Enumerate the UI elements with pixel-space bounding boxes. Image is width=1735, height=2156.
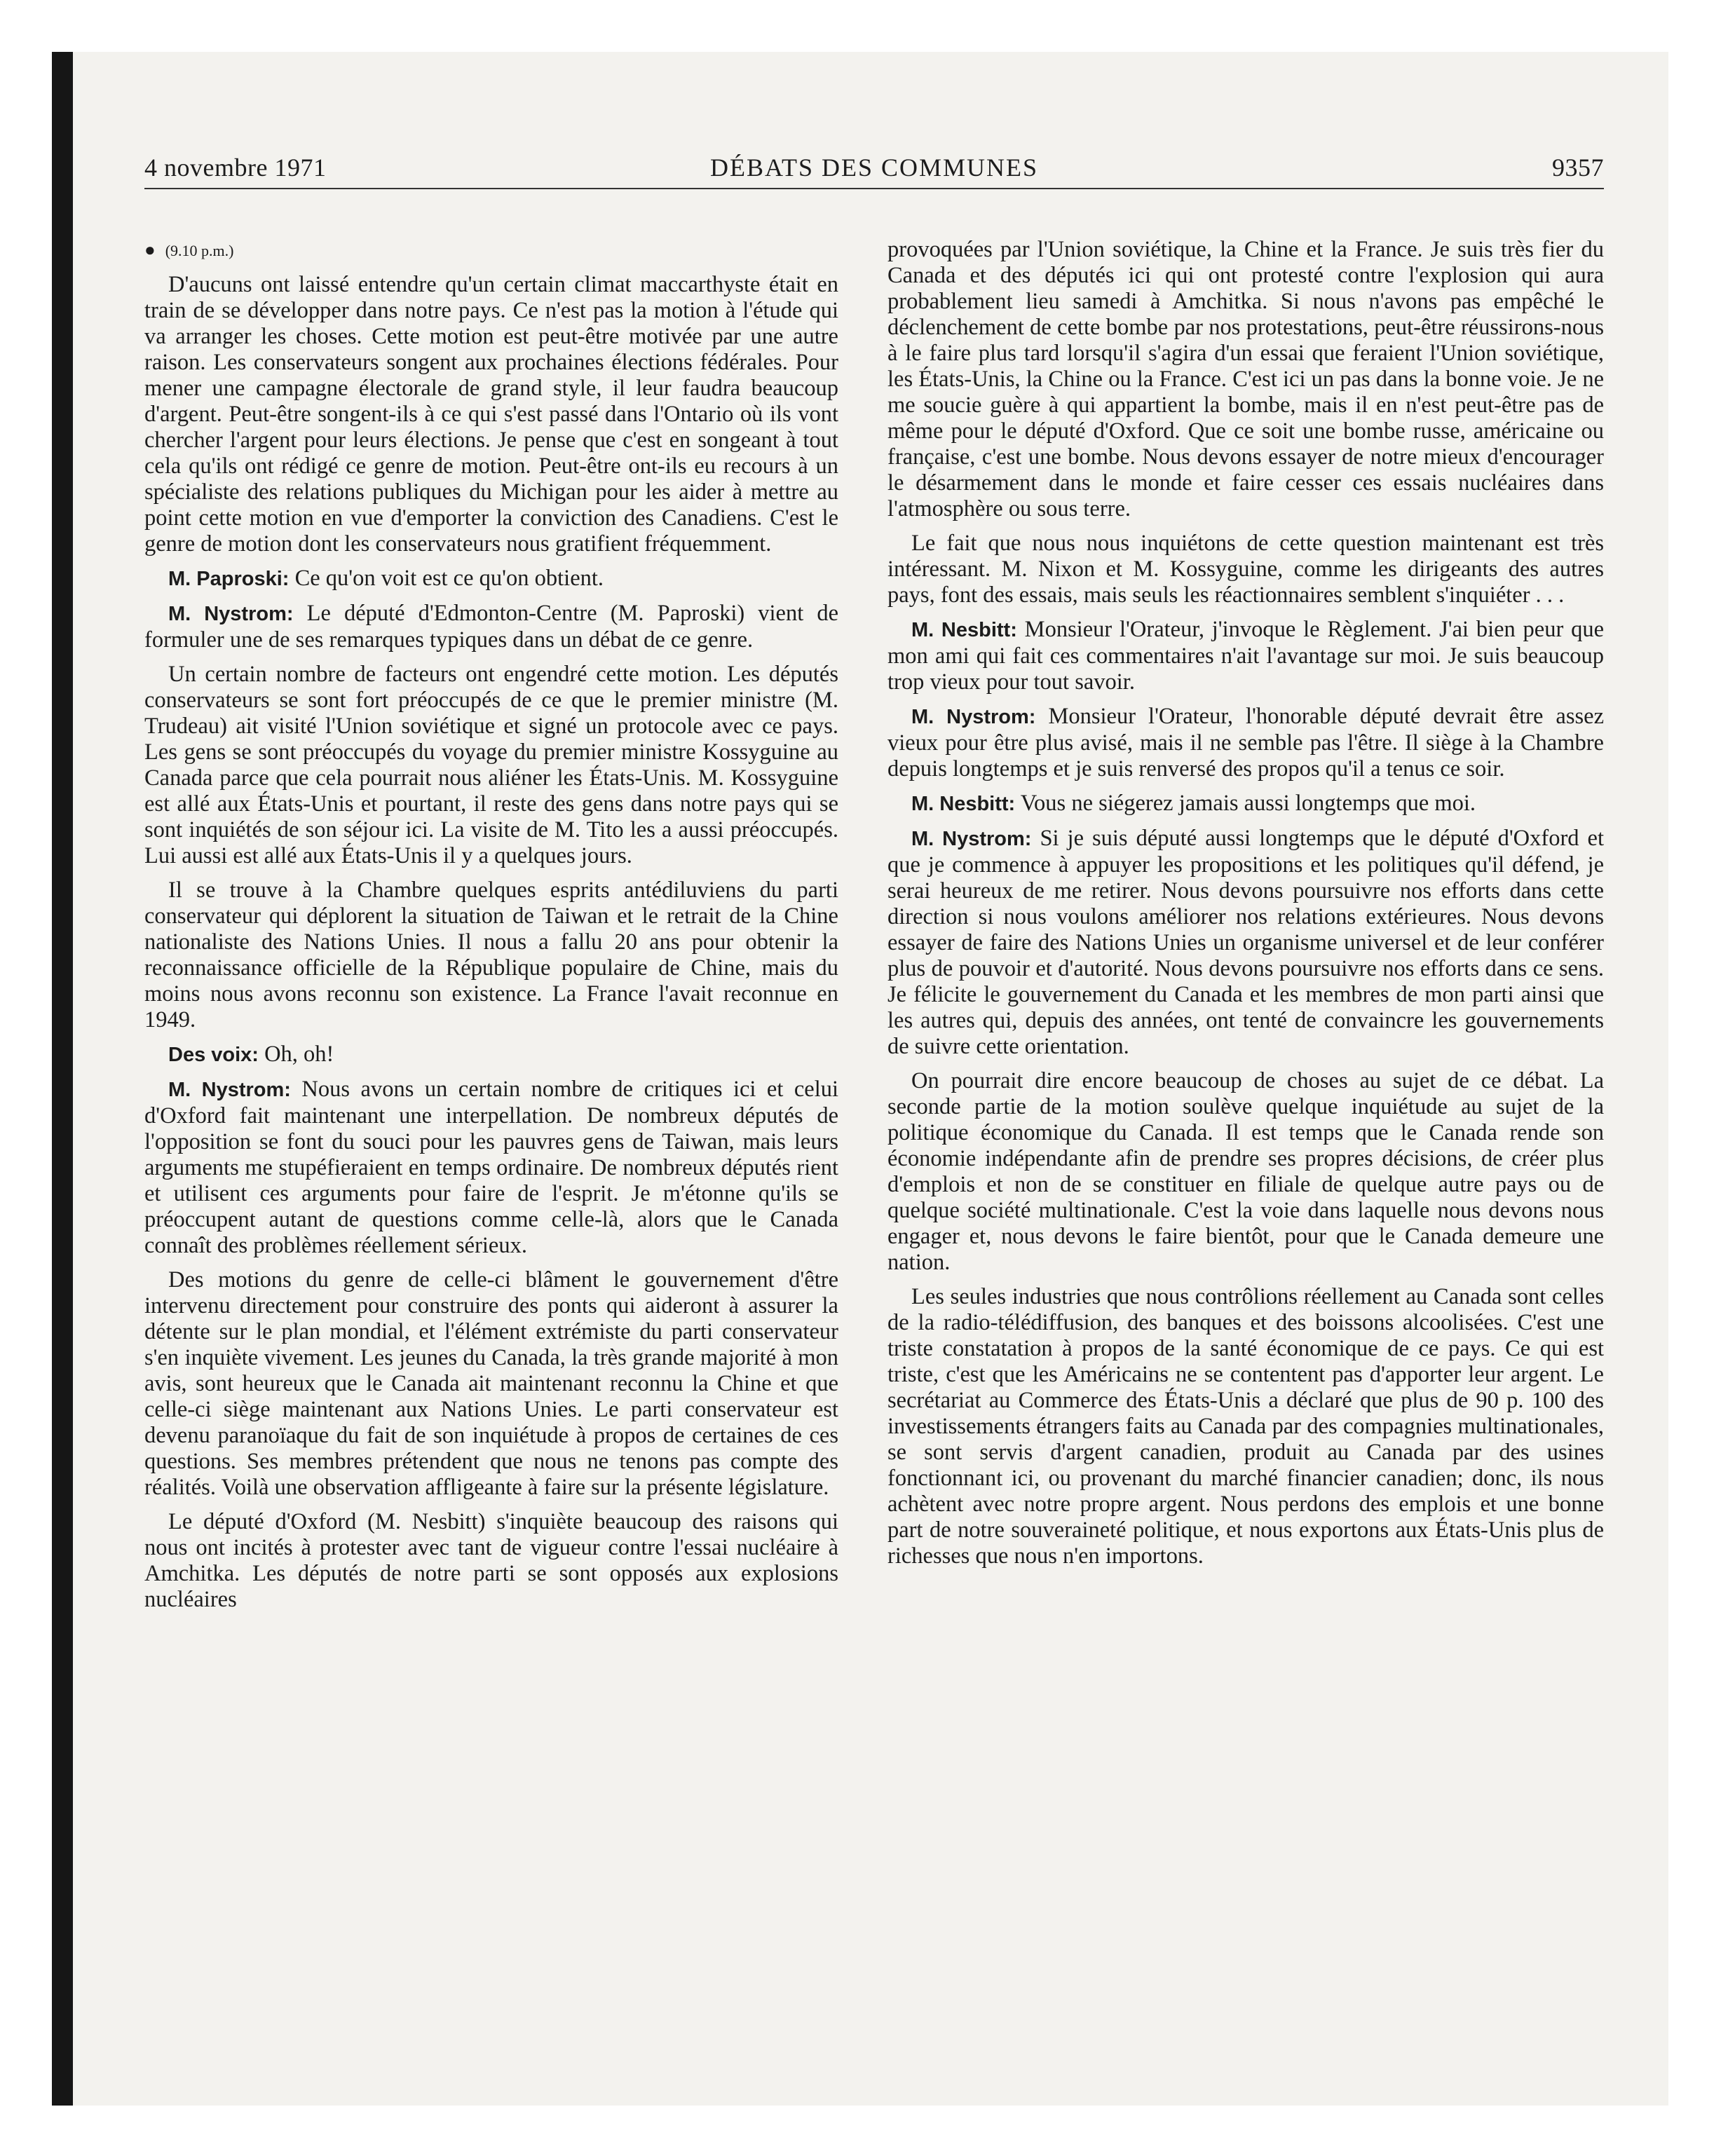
bullet-icon: ● bbox=[144, 240, 156, 260]
speaker-name: M. Nesbitt: bbox=[911, 793, 1016, 815]
paragraph-text: Monsieur l'Orateur, j'invoque le Règlement. J'ai bien peur que mon ami qui fait ces commentaires n'ait l'avantage sur moi. Je suis beaucoup trop vieux pour tout savoir. bbox=[887, 617, 1604, 695]
paragraph-text: Un certain nombre de facteurs ont engendré cette motion. Les députés conservateurs se sont fort préoccupés de ce que le premier ministre (M. Trudeau) ait visité l'Union soviétique et signé un protocole avec ce pays. Les gens se sont préoccupés du voyage du premier ministre Kossyguine au Canada parce que cela pourrait nous aliéner les États-Unis. M. Kossyguine est allé aux États-Unis et pourtant, il reste des gens dans notre pays qui se sont inquiétés de son séjour ici. La visite de M. Tito les a aussi préoccupés. Lui aussi est allé aux États-Unis il y a quelques jours. bbox=[144, 662, 838, 868]
paragraph bbox=[887, 1068, 1604, 1276]
speech-paragraph bbox=[144, 1077, 838, 1259]
paragraph-text: On pourrait dire encore beaucoup de choses au sujet de ce débat. La seconde partie de la motion soulève quelque inquiétude au sujet de la politique économique du Canada. Il est temps que le Canada rende son économie indépendante afin de prendre ses propres décisions, de créer plus d'emplois et non de se constituer en filiale de quelque autre pays ou de quelque société multinationale. C'est la voie dans laquelle nous devons nous engager et, nous devons le faire bientôt, pour que le Canada demeure une nation. bbox=[887, 1068, 1604, 1275]
paragraph bbox=[144, 1509, 838, 1613]
left-column bbox=[144, 237, 838, 2003]
speaker-name: Des voix: bbox=[168, 1044, 259, 1066]
paragraph-text: Le fait que nous nous inquiétons de cette question maintenant est très intéressant. M. Nixon et M. Kossyguine, comme les dirigeants des autres pays, font des essais, mais seuls les réactionnaires semblent s'inquiéter . . . bbox=[887, 531, 1604, 608]
paragraph-text: Nous avons un certain nombre de critiques ici et celui d'Oxford fait maintenant une interpellation. De nombreux députés de l'opposition se font du souci pour les pauvres gens de Taiwan, mais leurs arguments me stupéfieraient en temps ordinaire. De nombreux députés rient et utilisent ces arguments pour faire de l'esprit. Je m'étonne qu'ils se préoccupent autant de questions comme celle-là, alors que le Canada connaît des problèmes réellement sérieux. bbox=[144, 1077, 838, 1258]
timestamp bbox=[144, 237, 838, 264]
paragraph-text: Vous ne siégerez jamais aussi longtemps que moi. bbox=[1020, 791, 1476, 816]
timestamp-text: (9.10 p.m.) bbox=[165, 242, 234, 259]
paragraph bbox=[887, 531, 1604, 608]
speech-paragraph bbox=[887, 617, 1604, 695]
paragraph-text: Si je suis député aussi longtemps que le député d'Oxford et que je commence à appuyer les propositions et les politiques qu'il défend, je serai heureux de me retirer. Nous devons poursuivre nos efforts dans cette direction si nous voulons améliorer nos relations extérieures. Nous devons essayer de faire des Nations Unies un organisme universel et de leur conférer plus de pouvoir et d'autorité. Nous devons poursuivre nos efforts dans ce sens. Je félicite le gouvernement du Canada et les membres de mon parti ainsi que les autres qui, depuis des années, ont tenté de convaincre les gouvernements de suivre cette orientation. bbox=[887, 826, 1604, 1059]
paragraph-text: Ce qu'on voit est ce qu'on obtient. bbox=[294, 566, 604, 591]
paragraph bbox=[887, 237, 1604, 522]
speaker-name: M. Paproski: bbox=[168, 568, 290, 590]
paragraph bbox=[144, 662, 838, 869]
paragraph-text: Les seules industries que nous contrôlions réellement au Canada sont celles de la radio-télédiffusion, des banques et des boissons alcoolisées. C'est une triste constatation à propos de la santé économique de ce pays. Ce qui est triste, c'est que les Américains ne se contentent pas d'apporter leur argent. Le secrétariat au Commerce des États-Unis a déclaré que plus de 90 p. 100 des investissements étrangers faits au Canada par des compagnies multinationales, se sont servis d'argent canadien, produit au Canada par des usines fonctionnant ici, ou provenant du marché financier canadien; donc, ils nous achètent avec notre propre argent. Nous perdons des emplois et une bonne part de notre souveraineté politique, et nous exportons aux États-Unis plus de richesses que nous n'en importons. bbox=[887, 1284, 1604, 1569]
speaker-name: M. Nystrom: bbox=[168, 603, 294, 625]
page-number: 9357 bbox=[1552, 153, 1604, 182]
speaker-name: M. Nystrom: bbox=[911, 828, 1032, 850]
speaker-name: M. Nystrom: bbox=[911, 706, 1036, 728]
speaker-name: M. Nystrom: bbox=[168, 1079, 291, 1101]
speaker-name: M. Nesbitt: bbox=[911, 619, 1017, 641]
header-title: DÉBATS DES COMMUNES bbox=[709, 153, 1039, 182]
page-header bbox=[144, 153, 1604, 189]
speech-paragraph bbox=[887, 791, 1604, 817]
paragraph bbox=[144, 1267, 838, 1501]
header-date: 4 novembre 1971 bbox=[144, 153, 327, 182]
paragraph-text: Monsieur l'Orateur, l'honorable député devrait être assez vieux pour être plus avisé, mais il ne semble pas l'être. Il siège à la Chambre depuis longtemps et je suis renversé des propos qu'il a tenus ce soir. bbox=[887, 704, 1604, 782]
paragraph-text: Oh, oh! bbox=[264, 1042, 334, 1067]
paragraph-text: Le député d'Oxford (M. Nesbitt) s'inquiète beaucoup des raisons qui nous ont incités à protester avec tant de vigueur contre l'essai nucléaire à Amchitka. Les députés de notre parti se sont opposés aux explosions nucléaires bbox=[144, 1509, 838, 1612]
speech-paragraph bbox=[887, 826, 1604, 1060]
speech-paragraph bbox=[144, 1042, 838, 1068]
right-column bbox=[887, 237, 1604, 2003]
paragraph-text: D'aucuns ont laissé entendre qu'un certain climat maccarthyste était en train de se développer dans notre pays. Ce n'est pas la motion à l'étude qui va arranger les choses. Cette motion est peut-être motivée par une autre raison. Les conservateurs songent aux prochaines élections fédérales. Pour mener une campagne électorale de grand style, il leur faudra beaucoup d'argent. Peut-être songent-ils à ce qui s'est passé dans l'Ontario où ils vont chercher l'argent pour leurs élections. Je pense que c'est en songeant à tout cela qu'ils ont rédigé ce genre de motion. Peut-être ont-ils eu recours à un spécialiste des relations publiques du Michigan pour les aider à mettre au point cette motion en vue d'emporter la conviction des Canadiens. C'est le genre de motion dont les conservateurs nous gratifient fréquemment. bbox=[144, 272, 838, 557]
paragraph bbox=[144, 878, 838, 1033]
paragraph-text: Il se trouve à la Chambre quelques esprits antédiluviens du parti conservateur qui déplorent la situation de Taiwan et le retrait de la Chine nationaliste des Nations Unies. Il nous a fallu 20 ans pour obtenir la reconnaissance officielle de la République populaire de Chine, mais du moins nous avons reconnu son existence. La France l'avait reconnue en 1949. bbox=[144, 878, 838, 1032]
paragraph-text: provoquées par l'Union soviétique, la Chine et la France. Je suis très fier du Canada et des députés ici qui ont protesté contre l'explosion qui aura probablement lieu samedi à Amchitka. Si nous n'avons pas empêché le déclenchement de cette bombe par nos protestations, peut-être réussirons-nous à le faire plus tard lorsqu'il s'agira d'un essai que feraient l'Union soviétique, les États-Unis, la Chine ou la France. C'est ici un pas dans la bonne voie. Je ne me soucie guère à qui appartient la bombe, mais il en n'est peut-être pas de même pour le député d'Oxford. Que ce soit une bombe russe, américaine ou française, c'est une bombe. Nous devons essayer de notre mieux d'encourager le désarmement dans le monde et faire cesser ces essais nucléaires dans l'atmosphère ou sous terre. bbox=[887, 237, 1604, 521]
speech-paragraph bbox=[144, 601, 838, 653]
paragraph-text: Des motions du genre de celle-ci blâment le gouvernement d'être intervenu directement pour construire des ponts qui aideront à assurer la détente sur le plan mondial, et l'élément extrémiste du parti conservateur s'en inquiète vivement. Les jeunes du Canada, la très grande majorité à mon avis, sont heureux que le Canada ait maintenant reconnu la Chine et que celle-ci siège maintenant aux Nations Unies. Le parti conservateur est devenu paranoïaque du fait de son inquiétude à propos de certaines de ces questions. Ses membres prétendent que nous ne tenons pas compte des réalités. Voilà une observation affligeante à faire sur la présente législature. bbox=[144, 1267, 838, 1500]
right-paragraphs bbox=[887, 237, 1604, 1569]
speech-paragraph bbox=[144, 566, 838, 592]
paragraph bbox=[144, 272, 838, 557]
paragraph bbox=[887, 1284, 1604, 1569]
speech-paragraph bbox=[887, 704, 1604, 782]
paragraph-text: Le député d'Edmonton-Centre (M. Paproski) vient de formuler une de ses remarques typiques dans un débat de ce genre. bbox=[144, 601, 838, 653]
left-paragraphs bbox=[144, 272, 838, 1613]
